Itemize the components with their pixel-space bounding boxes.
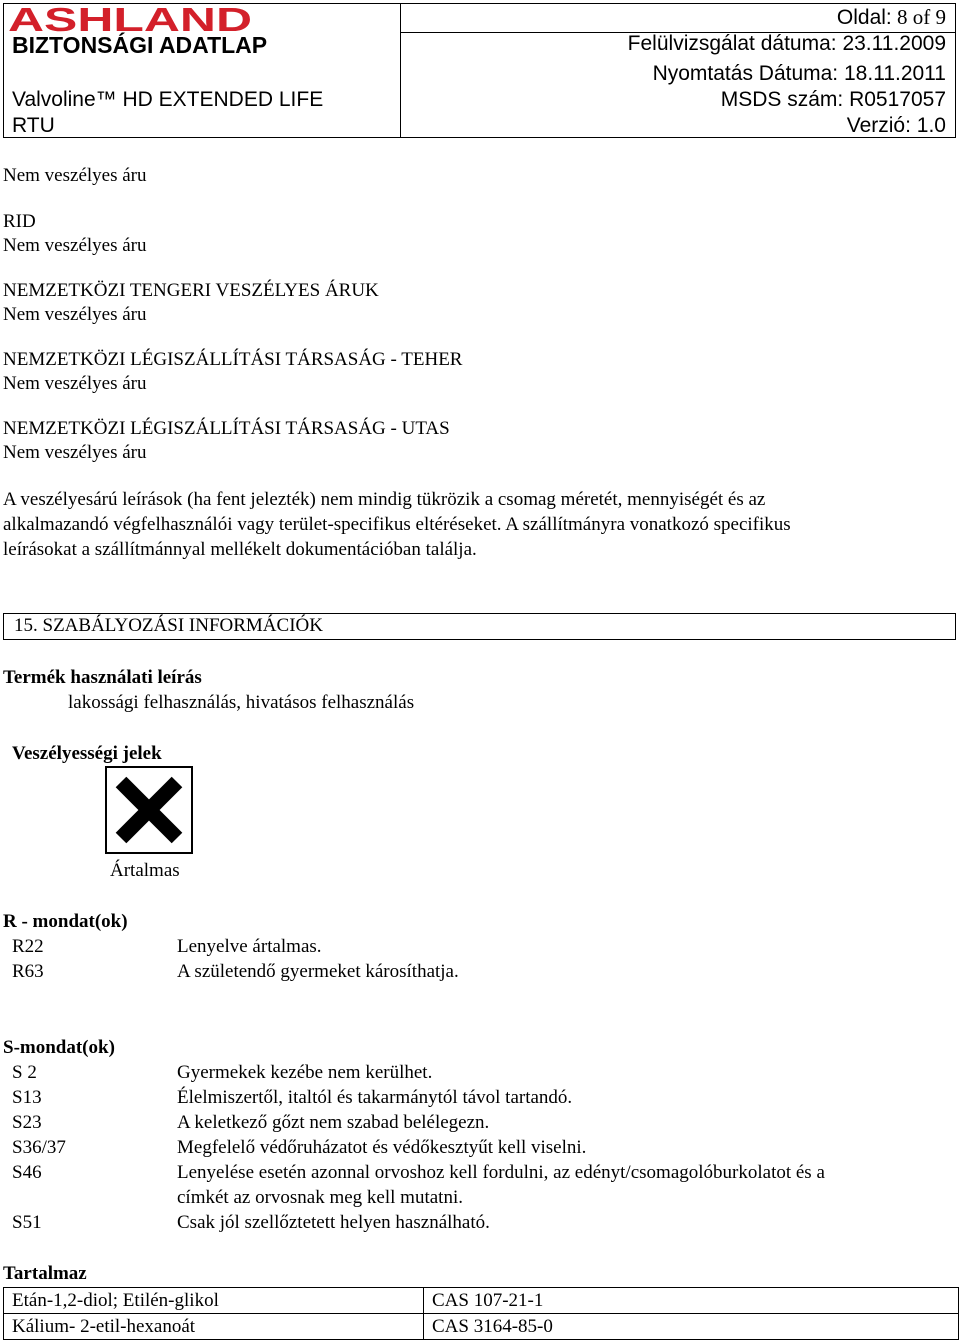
header-divider — [400, 4, 401, 138]
s-phrases-heading: S-mondat(ok) — [3, 1037, 115, 1058]
hazard-symbol-caption: Ártalmas — [110, 860, 180, 881]
s-phrase-text: Lenyelése esetén azonnal orvoshoz kell fordulni, az edényt/csomagolóburkolatot és a — [177, 1162, 825, 1183]
harmful-x-icon — [105, 766, 193, 854]
ingredient-cas: CAS 107-21-1 — [424, 1288, 959, 1314]
iata-passenger-value: Nem veszélyes áru — [3, 442, 147, 463]
r-phrases-heading: R - mondat(ok) — [3, 911, 128, 932]
table-row — [4, 1288, 959, 1314]
product-use-heading: Termék használati leírás — [3, 667, 202, 688]
section-15-title: 15. SZABÁLYOZÁSI INFORMÁCIÓK — [14, 615, 323, 636]
r-phrase-text: Lenyelve ártalmas. — [177, 936, 322, 957]
iata-cargo-heading: NEMZETKÖZI LÉGISZÁLLÍTÁSI TÁRSASÁG - TEHER — [3, 349, 463, 370]
iata-cargo-value: Nem veszélyes áru — [3, 373, 147, 394]
s-phrase-text: A keletkező gőzt nem szabad belélegezn. — [177, 1112, 490, 1133]
s-phrase-code: S23 — [12, 1112, 42, 1133]
s-phrase-text: Gyermekek kezébe nem kerülhet. — [177, 1062, 433, 1083]
r-phrase-text: A születendő gyermeket károsíthatja. — [177, 961, 459, 982]
product-name: Valvoline™ HD EXTENDED LIFE — [12, 88, 324, 111]
transport-note-line: leírásokat a szállítmánnyal mellékelt dokumentációban találja. — [3, 539, 477, 560]
revision-date: Felülvizsgálat dátuma: 23.11.2009 — [627, 32, 946, 55]
version: Verzió: 1.0 — [846, 114, 946, 137]
s-phrase-code: S13 — [12, 1087, 42, 1108]
ingredient-cas: CAS 3164-85-0 — [424, 1314, 959, 1340]
imdg-heading: NEMZETKÖZI TENGERI VESZÉLYES ÁRUK — [3, 280, 379, 301]
msds-number: MSDS szám: R0517057 — [720, 88, 946, 111]
document-title: BIZTONSÁGI ADATLAP — [12, 32, 268, 58]
s-phrase-text: Élelmiszertől, italtól és takarmánytól távol tartandó. — [177, 1087, 573, 1108]
r-phrase-code: R63 — [12, 961, 44, 982]
svg-text:ASHLAND: ASHLAND — [8, 4, 252, 34]
s-phrase-code: S51 — [12, 1212, 42, 1233]
s-phrase-code: S46 — [12, 1162, 42, 1183]
ashland-logo — [8, 4, 252, 34]
transport-note-line: alkalmazandó végfelhasználói vagy terület-specifikus eltéréseket. A szállítmányra vonatkozó specifikus — [3, 514, 791, 535]
iata-passenger-heading: NEMZETKÖZI LÉGISZÁLLÍTÁSI TÁRSASÁG - UTAS — [3, 418, 450, 439]
rid-value: Nem veszélyes áru — [3, 235, 147, 256]
s-phrase-text-continued: címkét az orvosnak meg kell mutatni. — [177, 1187, 463, 1208]
contains-table — [3, 1287, 959, 1340]
product-use-value: lakossági felhasználás, hivatásos felhasználás — [68, 692, 415, 713]
s-phrase-text: Megfelelő védőruházatot és védőkesztyűt kell viselni. — [177, 1137, 587, 1158]
rid-heading: RID — [3, 211, 36, 232]
imdg-value: Nem veszélyes áru — [3, 304, 147, 325]
page-number: Oldal: 8 of 9 — [836, 5, 946, 29]
transport-adr-value: Nem veszélyes áru — [3, 165, 147, 186]
hazard-symbols-heading: Veszélyességi jelek — [12, 743, 162, 764]
ingredient-name: Kálium- 2-etil-hexanoát — [4, 1314, 424, 1340]
transport-note-line: A veszélyesárú leírások (ha fent jelezték) nem mindig tükrözik a csomag méretét, mennyiségét és az — [3, 489, 766, 510]
ingredient-name: Etán-1,2-diol; Etilén-glikol — [4, 1288, 424, 1314]
s-phrase-code: S 2 — [12, 1062, 37, 1083]
print-date: Nyomtatás Dátuma: 18.11.2011 — [652, 62, 946, 85]
product-name-line2: RTU — [12, 114, 55, 137]
section-15-header — [3, 613, 956, 640]
table-row — [4, 1314, 959, 1340]
s-phrase-code: S36/37 — [12, 1137, 66, 1158]
contains-heading: Tartalmaz — [3, 1263, 87, 1284]
r-phrase-code: R22 — [12, 936, 44, 957]
s-phrase-text: Csak jól szellőztetett helyen használható. — [177, 1212, 490, 1233]
